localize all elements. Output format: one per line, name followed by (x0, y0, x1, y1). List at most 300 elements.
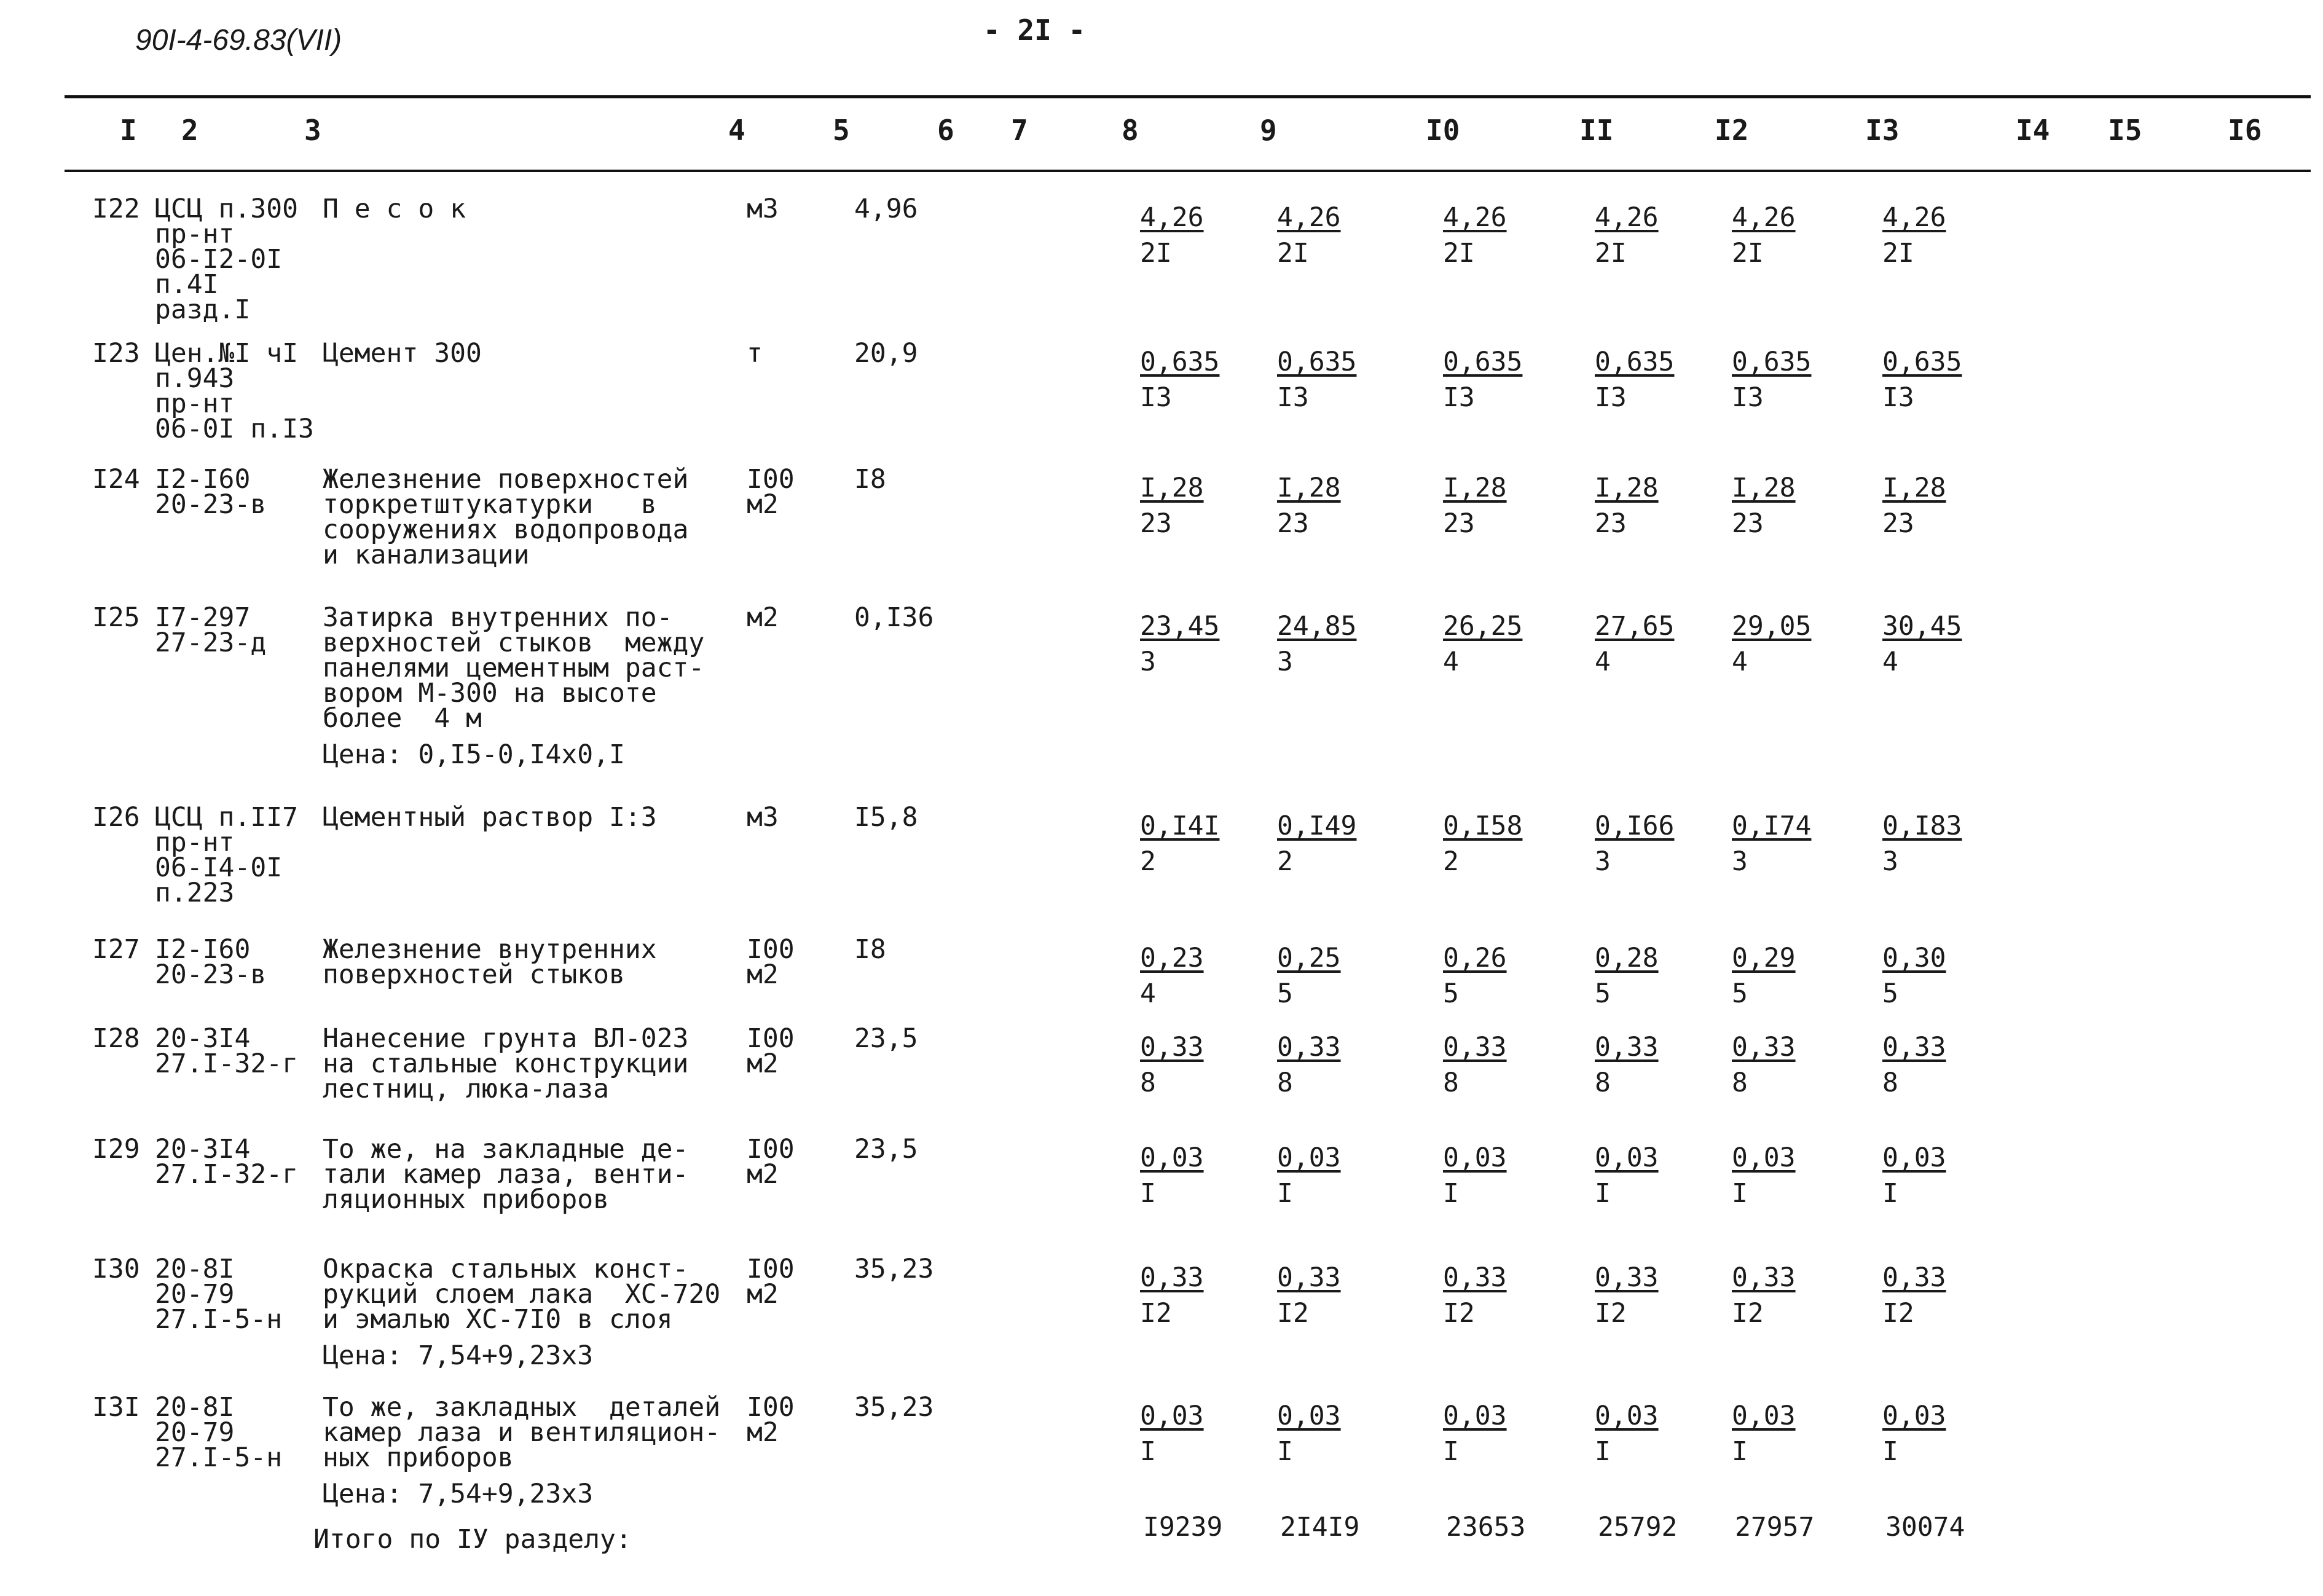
value-denominator: I3 (1277, 382, 1309, 413)
norm-reference-line: 06-I4-0I (155, 852, 283, 883)
unit (747, 194, 779, 224)
work-name-line: тали камер лаза, венти- (323, 1159, 689, 1190)
value-denominator: I (1882, 1178, 1898, 1209)
value-numerator: 4,26 (1443, 202, 1507, 233)
unit (747, 464, 795, 520)
value-denominator: 2I (1277, 238, 1309, 269)
norm-reference-line: I2-I60 (155, 934, 251, 965)
column-number: 9 (1260, 114, 1277, 147)
work-name (323, 934, 657, 990)
norm-reference-line: 27-23-д (155, 627, 267, 658)
value-numerator: 4,26 (1882, 202, 1946, 233)
column-number: 7 (1011, 114, 1028, 147)
year-value-cell (1595, 344, 1674, 415)
norm-reference-line: 20-3I4 (155, 1134, 251, 1165)
work-name-line: Железнение внутренних (323, 934, 657, 965)
year-value-cell (1595, 940, 1659, 1012)
work-name-line: Окраска стальных конст- (323, 1254, 689, 1284)
unit-line: м3 (747, 802, 779, 833)
column-number: 3 (304, 114, 321, 147)
year-value-cell (1732, 344, 1811, 415)
unit-line: т (747, 338, 763, 369)
value-denominator: 2 (1277, 846, 1293, 877)
column-number: I6 (2228, 114, 2262, 147)
quantity: 4,96 (854, 194, 918, 224)
quantity: 23,5 (854, 1023, 918, 1054)
value-numerator: 0,03 (1140, 1401, 1204, 1431)
work-name-line: сооружениях водопровода (323, 514, 689, 545)
norm-reference (155, 464, 267, 520)
row-number: I26 (92, 802, 140, 833)
year-value-cell (1732, 808, 1811, 879)
norm-reference-line: 20-8I (155, 1392, 235, 1423)
totals-value: 27957 (1735, 1512, 1815, 1543)
value-numerator: 29,05 (1732, 611, 1812, 642)
year-value-cell (1882, 1029, 1946, 1101)
row-number: I30 (92, 1254, 140, 1284)
column-number: I5 (2108, 114, 2142, 147)
norm-reference-line: пр-нт (155, 219, 235, 250)
value-numerator: 0,33 (1882, 1262, 1946, 1293)
value-numerator: 26,25 (1443, 611, 1523, 642)
norm-reference-line: 27.I-5-н (155, 1442, 283, 1473)
year-value-cell (1277, 608, 1356, 680)
work-name-line: То же, на закладные де- (323, 1134, 689, 1165)
unit-line: I00 (747, 1254, 795, 1284)
value-numerator: 30,45 (1882, 611, 1962, 642)
year-value-cell (1277, 344, 1356, 415)
value-numerator: 0,23 (1140, 943, 1204, 973)
value-denominator: 5 (1443, 978, 1459, 1009)
value-numerator: 0,33 (1732, 1262, 1796, 1293)
value-numerator: 0,33 (1595, 1032, 1659, 1063)
column-number: I3 (1865, 114, 1900, 147)
norm-reference-line: п.4I (155, 269, 219, 300)
year-value-cell (1732, 470, 1796, 541)
value-denominator: 2I (1732, 238, 1764, 269)
norm-reference-line: I2-I60 (155, 464, 251, 495)
value-numerator: 4,26 (1140, 202, 1204, 233)
work-name-line: вором М-300 на высоте (323, 678, 657, 709)
value-numerator: 0,635 (1882, 347, 1962, 377)
value-denominator: 4 (1882, 647, 1898, 677)
work-name-line: лестниц, люка-лаза (323, 1074, 609, 1104)
norm-reference-line: 20-23-в (155, 959, 267, 990)
year-value-cell (1595, 808, 1674, 879)
year-value-cell (1882, 940, 1946, 1012)
value-denominator: I (1443, 1436, 1459, 1467)
value-denominator: I3 (1140, 382, 1172, 413)
work-name (323, 802, 657, 833)
value-numerator: I,28 (1595, 473, 1659, 503)
value-numerator: 0,33 (1277, 1032, 1341, 1063)
value-denominator: I3 (1595, 382, 1627, 413)
unit-line: I00 (747, 934, 795, 965)
value-denominator: I2 (1140, 1298, 1172, 1329)
work-name-line: верхностей стыков между (323, 627, 705, 658)
column-number: 6 (937, 114, 954, 147)
unit-line: м2 (747, 1417, 779, 1448)
value-denominator: 8 (1882, 1067, 1898, 1098)
value-denominator: I (1443, 1178, 1459, 1209)
year-value-cell (1443, 1140, 1507, 1211)
value-numerator: 0,03 (1595, 1142, 1659, 1173)
totals-value: I9239 (1143, 1512, 1223, 1543)
value-denominator: 3 (1140, 647, 1156, 677)
year-value-cell (1882, 470, 1946, 541)
norm-reference-line: 20-23-в (155, 489, 267, 520)
norm-reference-line: пр-нт (155, 388, 235, 419)
unit-line: I00 (747, 1134, 795, 1165)
column-number: 2 (181, 114, 198, 147)
work-name-line: ляционных приборов (323, 1184, 609, 1215)
value-numerator: 0,33 (1443, 1262, 1507, 1293)
value-denominator: I (1277, 1436, 1293, 1467)
year-value-cell (1882, 608, 1962, 680)
value-denominator: 4 (1140, 978, 1156, 1009)
unit-line: I00 (747, 1392, 795, 1423)
unit-line: м2 (747, 1048, 779, 1079)
row-number: I23 (92, 338, 140, 369)
value-denominator: I (1595, 1436, 1611, 1467)
column-number: I4 (2016, 114, 2050, 147)
row-number: I27 (92, 934, 140, 965)
value-numerator: 0,635 (1595, 347, 1675, 377)
work-name-line: П е с о к (323, 194, 466, 224)
year-value-cell (1277, 1029, 1341, 1101)
work-name-line: и канализации (323, 540, 530, 570)
norm-reference-line: 27.I-32-г (155, 1048, 298, 1079)
year-value-cell (1277, 200, 1341, 271)
work-name (323, 602, 705, 770)
unit (747, 1134, 795, 1190)
value-numerator: 0,30 (1882, 943, 1946, 973)
year-value-cell (1732, 1029, 1796, 1101)
norm-reference (155, 1254, 283, 1335)
work-name-line: Цемент 300 (323, 338, 482, 369)
value-numerator: 0,29 (1732, 943, 1796, 973)
value-denominator: 2 (1443, 846, 1459, 877)
value-numerator: 0,03 (1732, 1142, 1796, 1173)
year-value-cell (1140, 1140, 1204, 1211)
year-value-cell (1732, 200, 1796, 271)
norm-reference (155, 194, 298, 325)
year-value-cell (1277, 940, 1341, 1012)
value-denominator: I2 (1732, 1298, 1764, 1329)
norm-reference-line: 06-I2-0I (155, 244, 283, 275)
row-number: I25 (92, 602, 140, 633)
price-formula: Цена: 7,54+9,23х3 (323, 1340, 594, 1371)
work-name-line: Затирка внутренних по- (323, 602, 673, 633)
column-number: 8 (1122, 114, 1139, 147)
year-value-cell (1595, 1260, 1659, 1331)
unit-line: I00 (747, 1023, 795, 1054)
year-value-cell (1277, 1140, 1341, 1211)
year-value-cell (1882, 1140, 1946, 1211)
price-formula: Цена: 7,54+9,23х3 (323, 1479, 594, 1509)
year-value-cell (1732, 608, 1811, 680)
norm-reference (155, 1392, 283, 1473)
work-name-line: камер лаза и вентиляцион- (323, 1417, 721, 1448)
value-numerator: 0,03 (1882, 1401, 1946, 1431)
work-name-line: поверхностей стыков (323, 959, 625, 990)
work-name (323, 1392, 721, 1509)
value-denominator: I2 (1277, 1298, 1309, 1329)
value-numerator: 0,28 (1595, 943, 1659, 973)
value-numerator: 0,03 (1443, 1401, 1507, 1431)
quantity: I8 (854, 934, 886, 965)
unit-line: м2 (747, 602, 779, 633)
value-denominator: 5 (1732, 978, 1748, 1009)
work-name-line: Нанесение грунта ВЛ-023 (323, 1023, 689, 1054)
row-number: I28 (92, 1023, 140, 1054)
value-denominator: I3 (1443, 382, 1475, 413)
unit-line: м2 (747, 489, 779, 520)
value-denominator: I3 (1882, 382, 1914, 413)
value-denominator: I (1882, 1436, 1898, 1467)
value-denominator: 4 (1595, 647, 1611, 677)
value-numerator: I,28 (1443, 473, 1507, 503)
row-number: I22 (92, 194, 140, 224)
value-numerator: 0,03 (1277, 1401, 1341, 1431)
work-name-line: Железнение поверхностей (323, 464, 689, 495)
column-number: II (1579, 114, 1614, 147)
year-value-cell (1140, 1260, 1204, 1331)
year-value-cell (1595, 608, 1674, 680)
value-denominator: 8 (1277, 1067, 1293, 1098)
year-value-cell (1140, 608, 1219, 680)
value-denominator: 5 (1882, 978, 1898, 1009)
year-value-cell (1443, 344, 1522, 415)
quantity: 0,I36 (854, 602, 934, 633)
value-denominator: I (1140, 1436, 1156, 1467)
year-value-cell (1277, 1260, 1341, 1331)
column-number: 4 (728, 114, 745, 147)
totals-value: 30074 (1885, 1512, 1965, 1543)
year-value-cell (1277, 808, 1356, 879)
value-numerator: 0,635 (1277, 347, 1357, 377)
value-denominator: 2I (1595, 238, 1627, 269)
value-denominator: 5 (1277, 978, 1293, 1009)
value-denominator: 2 (1140, 846, 1156, 877)
column-number: I0 (1426, 114, 1460, 147)
value-numerator: 0,03 (1732, 1401, 1796, 1431)
value-numerator: 0,33 (1277, 1262, 1341, 1293)
year-value-cell (1882, 1398, 1946, 1469)
value-numerator: 0,I4I (1140, 811, 1220, 841)
year-value-cell (1443, 808, 1522, 879)
value-denominator: 3 (1732, 846, 1748, 877)
value-denominator: 23 (1277, 508, 1309, 539)
value-denominator: 2I (1882, 238, 1914, 269)
norm-reference (155, 1023, 298, 1079)
totals-value: 23653 (1446, 1512, 1526, 1543)
value-denominator: 23 (1732, 508, 1764, 539)
value-numerator: 0,635 (1732, 347, 1812, 377)
value-numerator: 0,I49 (1277, 811, 1357, 841)
value-numerator: 0,03 (1140, 1142, 1204, 1173)
value-numerator: 4,26 (1732, 202, 1796, 233)
norm-reference-line: 20-79 (155, 1279, 235, 1310)
header-bottom-rule (65, 170, 2311, 172)
year-value-cell (1140, 1398, 1204, 1469)
year-value-cell (1140, 808, 1219, 879)
value-denominator: 3 (1595, 846, 1611, 877)
value-numerator: 0,33 (1595, 1262, 1659, 1293)
norm-reference-line: 27.I-32-г (155, 1159, 298, 1190)
value-denominator: I2 (1443, 1298, 1475, 1329)
norm-reference-line: Цен.№I чI (155, 338, 298, 369)
totals-value: 25792 (1598, 1512, 1678, 1543)
year-value-cell (1882, 200, 1946, 271)
year-value-cell (1140, 470, 1204, 541)
value-denominator: 4 (1732, 647, 1748, 677)
value-numerator: 0,33 (1443, 1032, 1507, 1063)
work-name (323, 338, 482, 369)
value-numerator: 0,I66 (1595, 811, 1675, 841)
norm-reference-line: 20-79 (155, 1417, 235, 1448)
year-value-cell (1732, 1140, 1796, 1211)
work-name (323, 464, 689, 570)
value-denominator: 8 (1443, 1067, 1459, 1098)
year-value-cell (1595, 200, 1659, 271)
work-name (323, 1254, 721, 1371)
value-denominator: 3 (1882, 846, 1898, 877)
row-number: I29 (92, 1134, 140, 1165)
row-number: I24 (92, 464, 140, 495)
value-denominator: 23 (1140, 508, 1172, 539)
value-numerator: 0,33 (1140, 1262, 1204, 1293)
price-formula: Цена: 0,I5-0,I4х0,I (323, 739, 625, 770)
value-denominator: 23 (1443, 508, 1475, 539)
value-numerator: 0,635 (1443, 347, 1523, 377)
work-name-line: То же, закладных деталей (323, 1392, 721, 1423)
page-number: - 2I - (983, 14, 1086, 47)
unit (747, 1254, 795, 1310)
year-value-cell (1140, 344, 1219, 415)
year-value-cell (1443, 1398, 1507, 1469)
year-value-cell (1443, 940, 1507, 1012)
value-numerator: 0,I74 (1732, 811, 1812, 841)
year-value-cell (1732, 1398, 1796, 1469)
value-denominator: I (1140, 1178, 1156, 1209)
year-value-cell (1443, 1029, 1507, 1101)
value-denominator: 2I (1443, 238, 1475, 269)
header-top-rule (65, 95, 2311, 98)
value-numerator: 24,85 (1277, 611, 1357, 642)
norm-reference (155, 602, 267, 658)
value-denominator: I (1595, 1178, 1611, 1209)
column-number: I (120, 114, 137, 147)
value-numerator: 0,03 (1882, 1142, 1946, 1173)
norm-reference (155, 338, 314, 444)
year-value-cell (1443, 608, 1522, 680)
norm-reference-line: пр-нт (155, 827, 235, 858)
unit (747, 934, 795, 990)
year-value-cell (1443, 1260, 1507, 1331)
value-numerator: 0,25 (1277, 943, 1341, 973)
unit (747, 338, 763, 369)
year-value-cell (1140, 940, 1204, 1012)
norm-reference-line: 20-3I4 (155, 1023, 251, 1054)
column-number: I2 (1715, 114, 1749, 147)
norm-reference-line: 27.I-5-н (155, 1304, 283, 1335)
column-number: 5 (833, 114, 850, 147)
work-name-line: Цементный раствор I:3 (323, 802, 657, 833)
value-denominator: 23 (1882, 508, 1914, 539)
norm-reference (155, 1134, 298, 1190)
value-numerator: 0,I83 (1882, 811, 1962, 841)
year-value-cell (1595, 1029, 1659, 1101)
value-numerator: 4,26 (1277, 202, 1341, 233)
quantity: 23,5 (854, 1134, 918, 1165)
year-value-cell (1595, 1140, 1659, 1211)
work-name (323, 194, 466, 224)
year-value-cell (1595, 1398, 1659, 1469)
norm-reference-line: п.943 (155, 363, 235, 394)
unit (747, 802, 779, 833)
value-numerator: I,28 (1277, 473, 1341, 503)
unit-line: м2 (747, 1159, 779, 1190)
work-name (323, 1023, 689, 1104)
norm-reference-line: п.223 (155, 878, 235, 908)
norm-reference (155, 802, 298, 908)
value-numerator: I,28 (1732, 473, 1796, 503)
value-denominator: 8 (1595, 1067, 1611, 1098)
value-denominator: I2 (1882, 1298, 1914, 1329)
totals-label: Итого по IУ разделу: (313, 1524, 632, 1555)
quantity: 20,9 (854, 338, 918, 369)
norm-reference-line: 06-0I п.I3 (155, 414, 314, 444)
value-denominator: I (1732, 1436, 1748, 1467)
value-numerator: I,28 (1140, 473, 1204, 503)
work-name-line: панелями цементным раст- (323, 653, 705, 683)
value-numerator: 0,03 (1277, 1142, 1341, 1173)
work-name-line: торкретштукатурки в (323, 489, 657, 520)
norm-reference-line: разд.I (155, 294, 251, 325)
year-value-cell (1732, 1260, 1796, 1331)
norm-reference (155, 934, 267, 990)
norm-reference-line: 20-8I (155, 1254, 235, 1284)
row-number: I3I (92, 1392, 140, 1423)
work-name-line: и эмалью ХС-7I0 в слоя (323, 1304, 673, 1335)
unit-line: м2 (747, 1279, 779, 1310)
value-numerator: 0,33 (1732, 1032, 1796, 1063)
unit-line: м3 (747, 194, 779, 224)
value-denominator: 23 (1595, 508, 1627, 539)
norm-reference-line: I7-297 (155, 602, 251, 633)
unit (747, 602, 779, 633)
value-numerator: 0,26 (1443, 943, 1507, 973)
norm-reference-line: ЦСЦ п.300 (155, 194, 298, 224)
year-value-cell (1140, 1029, 1204, 1101)
value-numerator: 0,33 (1140, 1032, 1204, 1063)
quantity: I5,8 (854, 802, 918, 833)
value-denominator: 8 (1140, 1067, 1156, 1098)
doc-code: 90I-4-69.83(VII) (135, 24, 342, 57)
quantity: 35,23 (854, 1254, 934, 1284)
year-value-cell (1443, 200, 1507, 271)
unit-line: I00 (747, 464, 795, 495)
work-name-line: на стальные конструкции (323, 1048, 689, 1079)
year-value-cell (1443, 470, 1507, 541)
value-denominator: 5 (1595, 978, 1611, 1009)
value-numerator: 0,I58 (1443, 811, 1523, 841)
totals-value: 2I4I9 (1280, 1512, 1360, 1543)
year-value-cell (1277, 470, 1341, 541)
quantity: I8 (854, 464, 886, 495)
value-denominator: I (1277, 1178, 1293, 1209)
